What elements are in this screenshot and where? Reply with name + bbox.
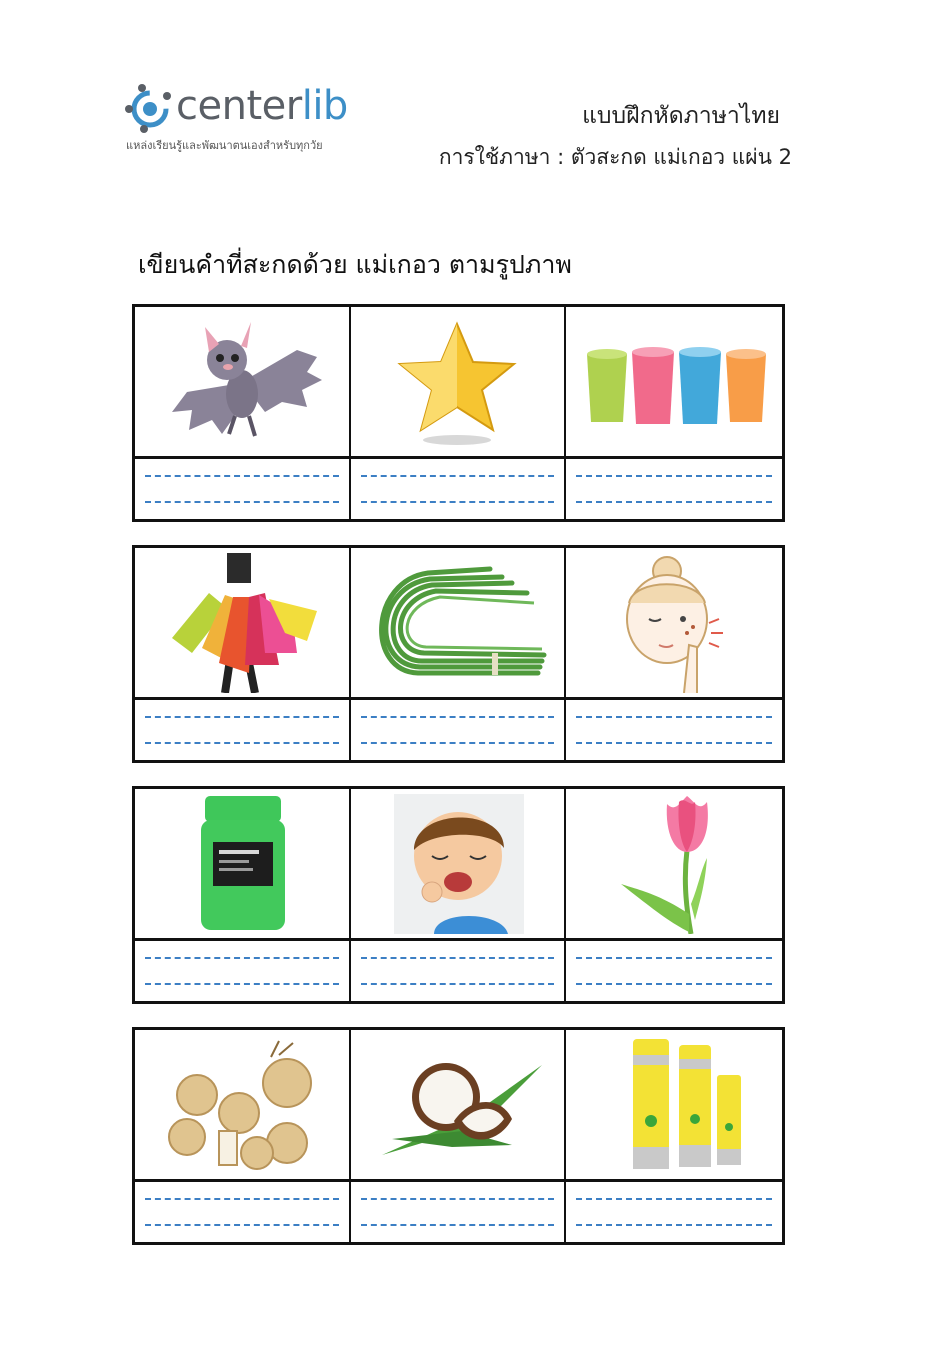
dashed-line	[145, 716, 339, 718]
dashed-line	[361, 501, 555, 503]
logo-wordmark: centerlib	[176, 83, 348, 129]
picture-cell	[135, 548, 351, 700]
dashed-line	[145, 1198, 339, 1200]
dashed-line	[576, 716, 772, 718]
answer-cell[interactable]	[566, 700, 782, 760]
answer-cell[interactable]	[566, 459, 782, 519]
dashed-line	[576, 957, 772, 959]
bat-icon	[147, 312, 337, 452]
picture-row-3	[132, 786, 785, 1004]
tulip-icon	[579, 794, 769, 934]
picture-row-2	[132, 545, 785, 763]
dashed-line	[361, 716, 555, 718]
picture-cell	[135, 789, 351, 941]
answer-cell[interactable]	[135, 700, 351, 760]
dashed-line	[361, 983, 555, 985]
centerlib-logo	[124, 80, 374, 156]
dashed-line	[145, 742, 339, 744]
dashed-line	[145, 1224, 339, 1226]
long-beans-icon	[362, 553, 552, 693]
star-icon	[362, 312, 552, 452]
picture-cell	[351, 1030, 567, 1182]
picture-cell	[566, 307, 782, 459]
answer-cell[interactable]	[566, 1182, 782, 1242]
acne-girl-icon	[579, 553, 769, 693]
answer-cell[interactable]	[566, 941, 782, 1001]
answer-cell[interactable]	[135, 941, 351, 1001]
picture-cell	[351, 789, 567, 941]
yawning-boy-icon	[362, 794, 552, 934]
answer-cell[interactable]	[351, 700, 567, 760]
dashed-line	[576, 983, 772, 985]
picture-cell	[351, 548, 567, 700]
dashed-line	[576, 742, 772, 744]
picture-cell	[135, 1030, 351, 1182]
dashed-line	[576, 475, 772, 477]
dashed-line	[361, 957, 555, 959]
picture-cell	[566, 548, 782, 700]
dashed-line	[361, 742, 555, 744]
dashed-line	[361, 1224, 555, 1226]
glasses-icon	[579, 312, 769, 452]
picture-cell	[351, 307, 567, 459]
picture-cell	[135, 307, 351, 459]
answer-cell[interactable]	[135, 1182, 351, 1242]
shopping-bags-icon	[147, 553, 337, 693]
answer-cell[interactable]	[135, 459, 351, 519]
worksheet-subtitle: การใช้ภาษา : ตัวสะกด แม่เกอว แผ่น 2	[438, 145, 792, 169]
picture-row-1	[132, 304, 785, 522]
jicama-icon	[147, 1035, 337, 1175]
coconut-icon	[362, 1035, 552, 1175]
logo-tagline: แหล่งเรียนรู้และพัฒนาตนเองสำหรับทุกวัย	[126, 139, 323, 152]
dashed-line	[361, 475, 555, 477]
dashed-line	[576, 1224, 772, 1226]
instruction-text: เขียนคำที่สะกดด้วย แม่เกอว ตามรูปภาพ	[138, 250, 572, 279]
dashed-line	[145, 957, 339, 959]
dashed-line	[145, 501, 339, 503]
dashed-line	[145, 983, 339, 985]
picture-cell	[566, 789, 782, 941]
picture-cell	[566, 1030, 782, 1182]
answer-cell[interactable]	[351, 941, 567, 1001]
answer-cell[interactable]	[351, 1182, 567, 1242]
dashed-line	[576, 1198, 772, 1200]
dashed-line	[576, 501, 772, 503]
dashed-line	[361, 1198, 555, 1200]
answer-cell[interactable]	[351, 459, 567, 519]
worksheet-title: แบบฝึกหัดภาษาไทย	[582, 103, 780, 129]
glue-stick-icon	[579, 1035, 769, 1175]
logo-mark-icon	[124, 82, 176, 134]
picture-row-4	[132, 1027, 785, 1245]
dashed-line	[145, 475, 339, 477]
paint-jar-icon	[147, 794, 337, 934]
